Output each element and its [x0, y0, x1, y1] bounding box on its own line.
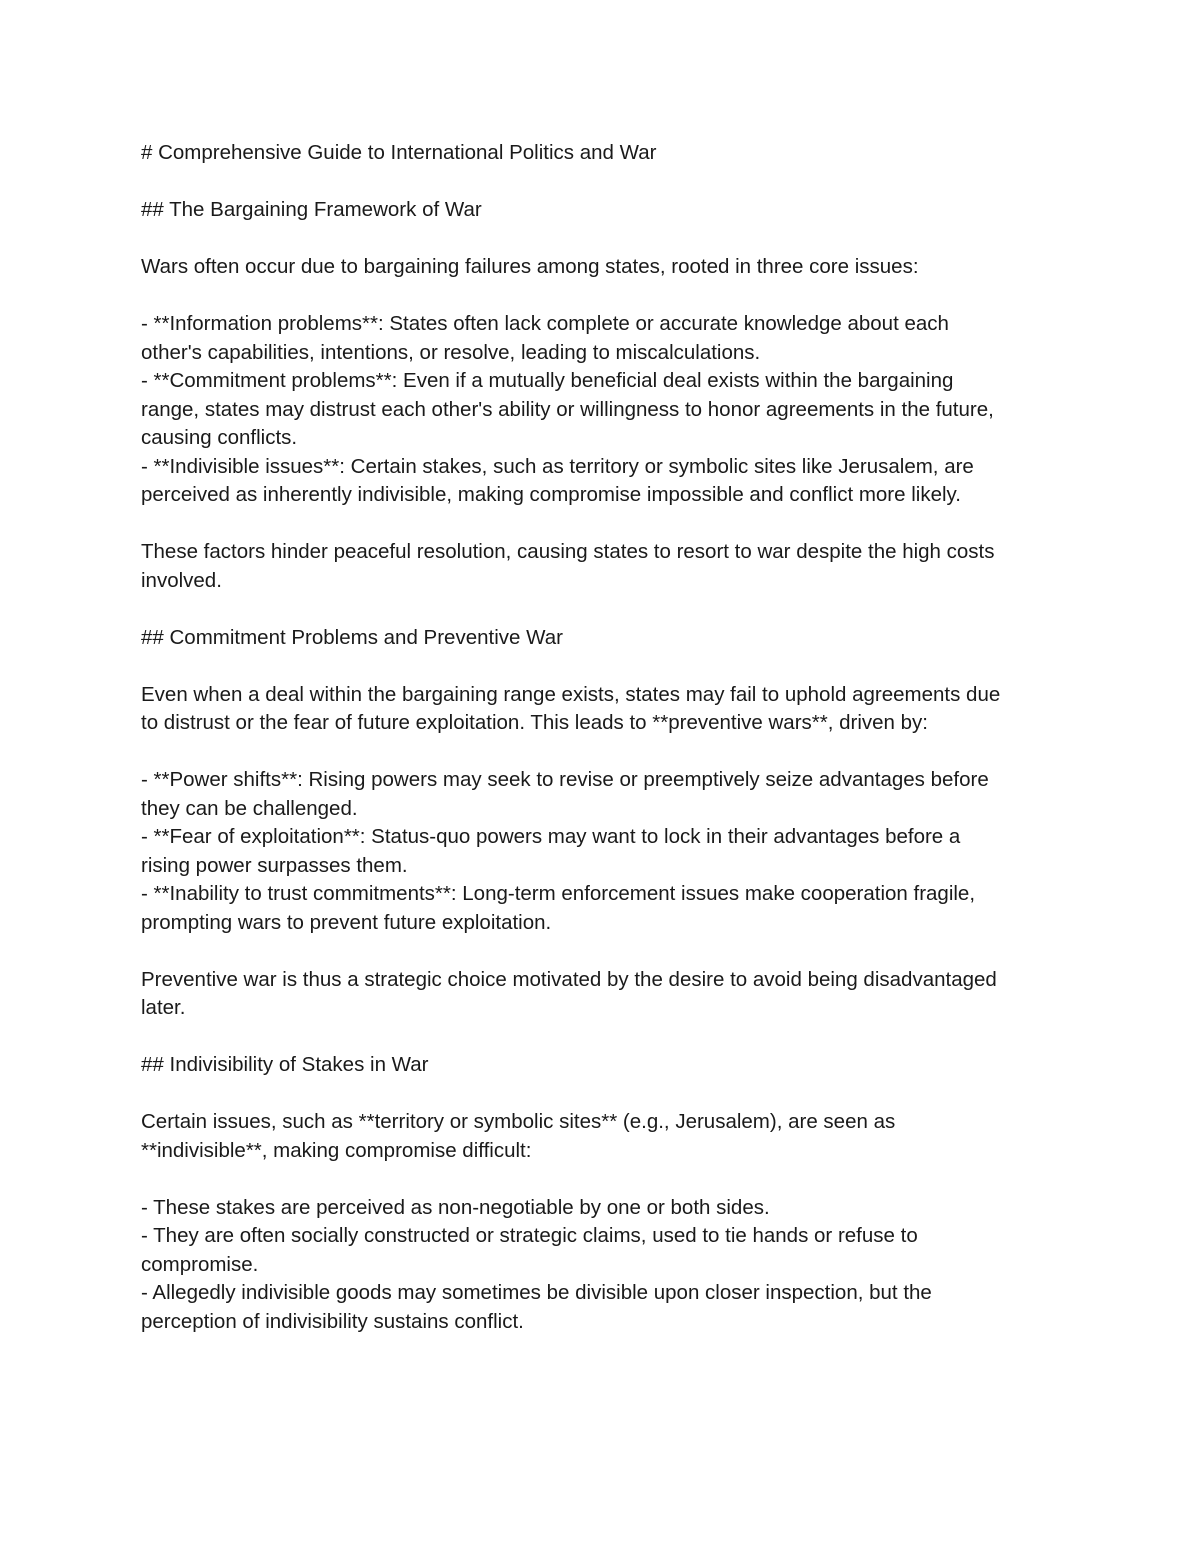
spacer [141, 1080, 1061, 1109]
document-page [141, 139, 1061, 1336]
paragraph [141, 1194, 1061, 1337]
document-body [141, 196, 1061, 1336]
paragraph [141, 310, 1061, 510]
text-line: compromise. [141, 1252, 259, 1276]
text-line: **indivisible**, making compromise difficult: [141, 1138, 532, 1162]
spacer [141, 738, 1061, 767]
text-line: Certain issues, such as **territory or symbolic sites** (e.g., Jerusalem), are seen as [141, 1110, 896, 1133]
document-title: # Comprehensive Guide to International Politics and War [141, 141, 657, 164]
spacer [141, 937, 1061, 966]
paragraph [141, 966, 1061, 1023]
text-line: Wars often occur due to bargaining failures among states, rooted in three core issues: [141, 255, 919, 278]
paragraph [141, 1108, 1061, 1165]
text-line: - **Fear of exploitation**: Status-quo powers may want to lock in their advantages before a [141, 825, 961, 848]
text-line: range, states may distrust each other's ability or willingness to honor agreements in the future, [141, 397, 994, 421]
text-line: Preventive war is thus a strategic choice motivated by the desire to avoid being disadvantaged [141, 967, 997, 991]
spacer [141, 168, 1061, 197]
text-line: Even when a deal within the bargaining range exists, states may fail to uphold agreements due [141, 682, 1001, 706]
text-line: to distrust or the fear of future exploitation. This leads to **preventive wars**, driven by: [141, 711, 928, 734]
paragraph [141, 766, 1061, 937]
section-heading: ## The Bargaining Framework of War [141, 198, 482, 221]
text-line: they can be challenged. [141, 796, 358, 820]
text-line: - Allegedly indivisible goods may sometimes be divisible upon closer inspection, but the [141, 1281, 932, 1304]
spacer [141, 1165, 1061, 1194]
text-line: - These stakes are perceived as non-negotiable by one or both sides. [141, 1195, 770, 1219]
text-line: - **Indivisible issues**: Certain stakes, such as territory or symbolic sites like Jerusalem, are [141, 454, 974, 478]
text-line: perception of indivisibility sustains conflict. [141, 1309, 524, 1333]
text-line: - **Information problems**: States often lack complete or accurate knowledge about each [141, 312, 949, 335]
spacer [141, 652, 1061, 681]
paragraph [141, 538, 1061, 595]
text-line: perceived as inherently indivisible, making compromise impossible and conflict more likely. [141, 483, 961, 506]
text-line: prompting wars to prevent future exploitation. [141, 910, 552, 934]
text-line: - **Inability to trust commitments**: Long-term enforcement issues make cooperation fragile, [141, 882, 976, 905]
spacer [141, 282, 1061, 311]
spacer [141, 595, 1061, 624]
text-line: - They are often socially constructed or strategic claims, used to tie hands or refuse to [141, 1224, 918, 1247]
section-heading: ## Commitment Problems and Preventive War [141, 625, 563, 649]
paragraph [141, 681, 1061, 738]
text-line: These factors hinder peaceful resolution, causing states to resort to war despite the high costs [141, 540, 995, 563]
paragraph [141, 253, 1061, 282]
text-line: other's capabilities, intentions, or resolve, leading to miscalculations. [141, 340, 761, 364]
spacer [141, 1023, 1061, 1052]
text-line: - **Power shifts**: Rising powers may seek to revise or preemptively seize advantages before [141, 768, 989, 791]
text-line: later. [141, 996, 186, 1019]
text-line: causing conflicts. [141, 426, 298, 449]
spacer [141, 510, 1061, 539]
section-heading: ## Indivisibility of Stakes in War [141, 1053, 429, 1076]
spacer [141, 225, 1061, 254]
text-line: involved. [141, 568, 222, 592]
text-line: - **Commitment problems**: Even if a mutually beneficial deal exists within the bargaining [141, 369, 954, 392]
text-line: rising power surpasses them. [141, 853, 408, 877]
